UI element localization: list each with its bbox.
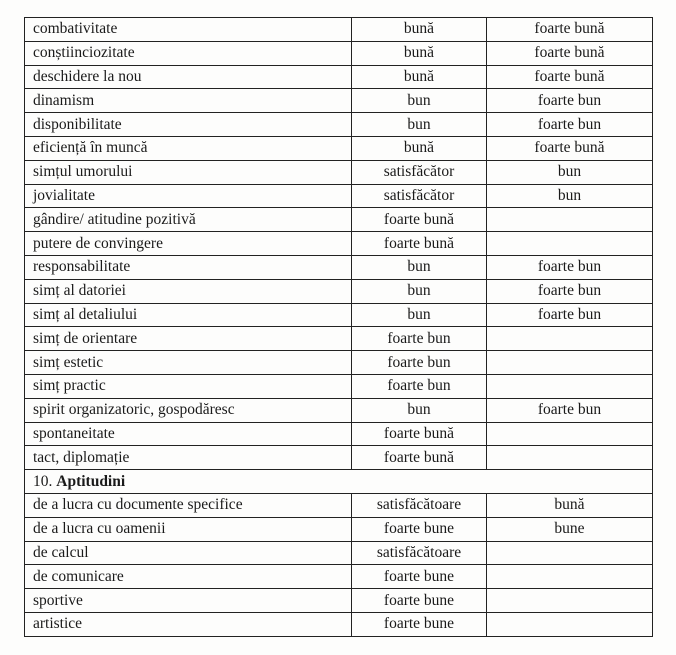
target-level-cell [487, 541, 653, 565]
trait-cell: de calcul [25, 541, 352, 565]
current-level-cell: foarte bune [352, 517, 487, 541]
current-level-cell: bună [352, 65, 487, 89]
current-level-cell: bună [352, 18, 487, 42]
trait-cell: tact, diplomație [25, 446, 352, 470]
current-level-cell: satisfăcătoare [352, 541, 487, 565]
table-row [25, 565, 653, 589]
traits-rows [25, 18, 653, 470]
table-row [25, 303, 653, 327]
target-level-cell [487, 422, 653, 446]
section-title: Aptitudini [56, 472, 126, 490]
trait-cell: simț al detaliului [25, 303, 352, 327]
current-level-cell: bun [352, 113, 487, 137]
trait-cell: putere de convingere [25, 232, 352, 256]
target-level-cell: foarte bună [487, 18, 653, 42]
trait-cell: de comunicare [25, 565, 352, 589]
trait-cell: jovialitate [25, 184, 352, 208]
table-row [25, 160, 653, 184]
trait-cell: responsabilitate [25, 255, 352, 279]
target-level-cell [487, 612, 653, 636]
trait-cell: spirit organizatoric, gospodăresc [25, 398, 352, 422]
table-row [25, 541, 653, 565]
trait-cell: gândire/ atitudine pozitivă [25, 208, 352, 232]
current-level-cell: satisfăcător [352, 184, 487, 208]
current-level-cell: foarte bune [352, 612, 487, 636]
aptitudes-rows [25, 493, 653, 636]
target-level-cell: bune [487, 517, 653, 541]
target-level-cell [487, 232, 653, 256]
trait-cell: conștiinciozitate [25, 41, 352, 65]
table-row [25, 374, 653, 398]
trait-cell: eficiență în muncă [25, 136, 352, 160]
table-row [25, 422, 653, 446]
trait-cell: deschidere la nou [25, 65, 352, 89]
target-level-cell: foarte bun [487, 113, 653, 137]
table-row [25, 517, 653, 541]
table-row [25, 113, 653, 137]
target-level-cell [487, 589, 653, 613]
table-row [25, 65, 653, 89]
target-level-cell [487, 208, 653, 232]
current-level-cell: bun [352, 303, 487, 327]
trait-cell: simț practic [25, 374, 352, 398]
table-row [25, 89, 653, 113]
trait-cell: de a lucra cu documente specifice [25, 493, 352, 517]
target-level-cell [487, 565, 653, 589]
target-level-cell: foarte bun [487, 255, 653, 279]
trait-cell: simț de orientare [25, 327, 352, 351]
target-level-cell: foarte bun [487, 89, 653, 113]
table-row [25, 493, 653, 517]
current-level-cell: foarte bună [352, 446, 487, 470]
current-level-cell: foarte bună [352, 208, 487, 232]
table-row [25, 612, 653, 636]
trait-cell: simțul umorului [25, 160, 352, 184]
table-row [25, 589, 653, 613]
current-level-cell: satisfăcătoare [352, 493, 487, 517]
current-level-cell: bun [352, 255, 487, 279]
trait-cell: artistice [25, 612, 352, 636]
table-row [25, 41, 653, 65]
target-level-cell: bun [487, 184, 653, 208]
trait-cell: combativitate [25, 18, 352, 42]
table-row [25, 279, 653, 303]
target-level-cell: bună [487, 493, 653, 517]
table-row [25, 327, 653, 351]
trait-cell: spontaneitate [25, 422, 352, 446]
table-row [25, 18, 653, 42]
current-level-cell: foarte bun [352, 374, 487, 398]
section-header-cell [25, 470, 653, 494]
table-row [25, 136, 653, 160]
table-row [25, 255, 653, 279]
current-level-cell: bun [352, 398, 487, 422]
current-level-cell: foarte bună [352, 232, 487, 256]
trait-cell: simț al datoriei [25, 279, 352, 303]
target-level-cell: foarte bun [487, 303, 653, 327]
target-level-cell: foarte bună [487, 136, 653, 160]
target-level-cell: foarte bună [487, 65, 653, 89]
target-level-cell [487, 446, 653, 470]
target-level-cell [487, 374, 653, 398]
trait-cell: dinamism [25, 89, 352, 113]
target-level-cell: bun [487, 160, 653, 184]
table-row [25, 208, 653, 232]
table-row [25, 398, 653, 422]
current-level-cell: foarte bună [352, 422, 487, 446]
trait-cell: disponibilitate [25, 113, 352, 137]
current-level-cell: satisfăcător [352, 160, 487, 184]
target-level-cell [487, 327, 653, 351]
table-row [25, 446, 653, 470]
current-level-cell: foarte bune [352, 565, 487, 589]
current-level-cell: foarte bun [352, 351, 487, 375]
trait-cell: sportive [25, 589, 352, 613]
evaluation-table [24, 17, 653, 637]
current-level-cell: foarte bune [352, 589, 487, 613]
table-row [25, 184, 653, 208]
table-row [25, 232, 653, 256]
table-row [25, 351, 653, 375]
current-level-cell: bun [352, 279, 487, 303]
trait-cell: de a lucra cu oamenii [25, 517, 352, 541]
section-number: 10. [33, 472, 53, 490]
section-header-row [25, 470, 653, 494]
target-level-cell: foarte bun [487, 398, 653, 422]
current-level-cell: bun [352, 89, 487, 113]
section-header-group [25, 470, 653, 494]
current-level-cell: foarte bun [352, 327, 487, 351]
target-level-cell [487, 351, 653, 375]
trait-cell: simț estetic [25, 351, 352, 375]
current-level-cell: bună [352, 136, 487, 160]
current-level-cell: bună [352, 41, 487, 65]
target-level-cell: foarte bună [487, 41, 653, 65]
target-level-cell: foarte bun [487, 279, 653, 303]
